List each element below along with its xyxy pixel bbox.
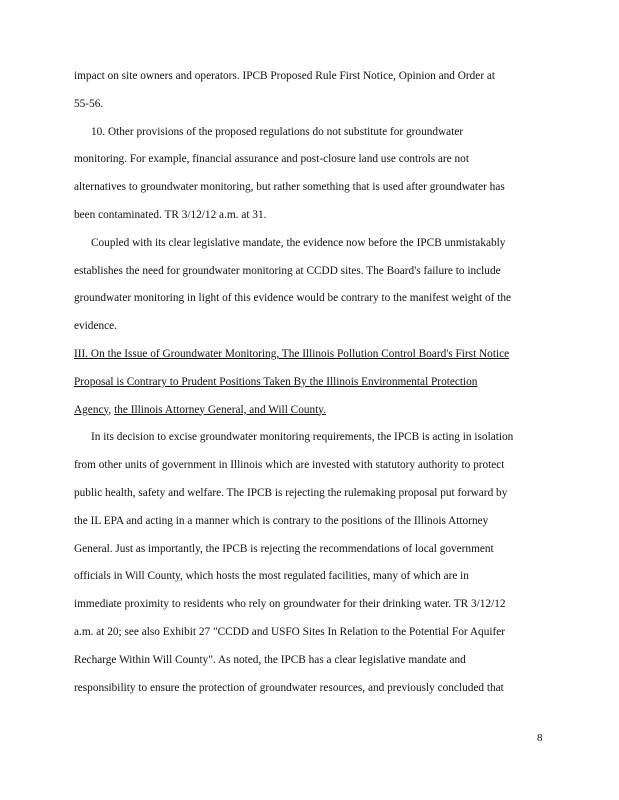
text-line: a.m. at 20; see also Exhibit 27 "CCDD and USFO Sites In Relation to the Potential For Aquifer bbox=[74, 625, 506, 638]
heading-part: Agency bbox=[74, 403, 109, 416]
text-line: monitoring. For example, financial assurance and post-closure land use controls are not bbox=[74, 153, 469, 166]
text-line: immediate proximity to residents who rely on groundwater for their drinking water. TR 3/12/12 bbox=[74, 598, 506, 611]
text-line: groundwater monitoring in light of this evidence would be contrary to the manifest weight of the bbox=[74, 292, 512, 305]
heading-part: the Illinois Attorney General, and Will County. bbox=[114, 403, 327, 416]
text-line: Coupled with its clear legislative mandate, the evidence now before the IPCB unmistakably bbox=[91, 236, 506, 249]
text-line: evidence. bbox=[74, 320, 117, 333]
text-line: General. Just as importantly, the IPCB is rejecting the recommendations of local government bbox=[74, 542, 494, 555]
text-line: 10. Other provisions of the proposed regulations do not substitute for groundwater bbox=[91, 125, 464, 138]
body-text bbox=[74, 63, 554, 702]
text-line: alternatives to groundwater monitoring, but rather something that is used after groundwater has bbox=[74, 181, 505, 194]
section-heading: III. On the Issue of Groundwater Monitoring, The Illinois Pollution Control Board's First Notice bbox=[74, 347, 510, 360]
text-line: the IL EPA and acting in a manner which is contrary to the positions of the Illinois Attorney bbox=[74, 514, 489, 527]
text-line: In its decision to excise groundwater monitoring requirements, the IPCB is acting in isolation bbox=[91, 431, 514, 444]
text-line: Recharge Within Will County". As noted, the IPCB has a clear legislative mandate and bbox=[74, 653, 466, 666]
text-line: been contaminated. TR 3/12/12 a.m. at 31. bbox=[74, 208, 267, 221]
text-line: public health, safety and welfare. The IPCB is rejecting the rulemaking proposal put forward by bbox=[74, 486, 508, 499]
page-number: 8 bbox=[537, 732, 543, 744]
section-heading: Proposal is Contrary to Prudent Positions Taken By the Illinois Environmental Protection bbox=[74, 375, 478, 388]
text-line: responsibility to ensure the protection of groundwater resources, and previously concluded that bbox=[74, 681, 504, 694]
text-line: officials in Will County, which hosts the most regulated facilities, many of which are in bbox=[74, 570, 469, 583]
text-line: establishes the need for groundwater monitoring at CCDD sites. The Board's failure to include bbox=[74, 264, 501, 277]
section-heading bbox=[74, 397, 554, 425]
heading-separator: , bbox=[108, 403, 115, 416]
text-line: from other units of government in Illinois which are invested with statutory authority to protect bbox=[74, 459, 505, 472]
text-line: 55-56. bbox=[74, 97, 104, 110]
text-line: impact on site owners and operators. IPCB Proposed Rule First Notice, Opinion and Order at bbox=[74, 70, 496, 82]
